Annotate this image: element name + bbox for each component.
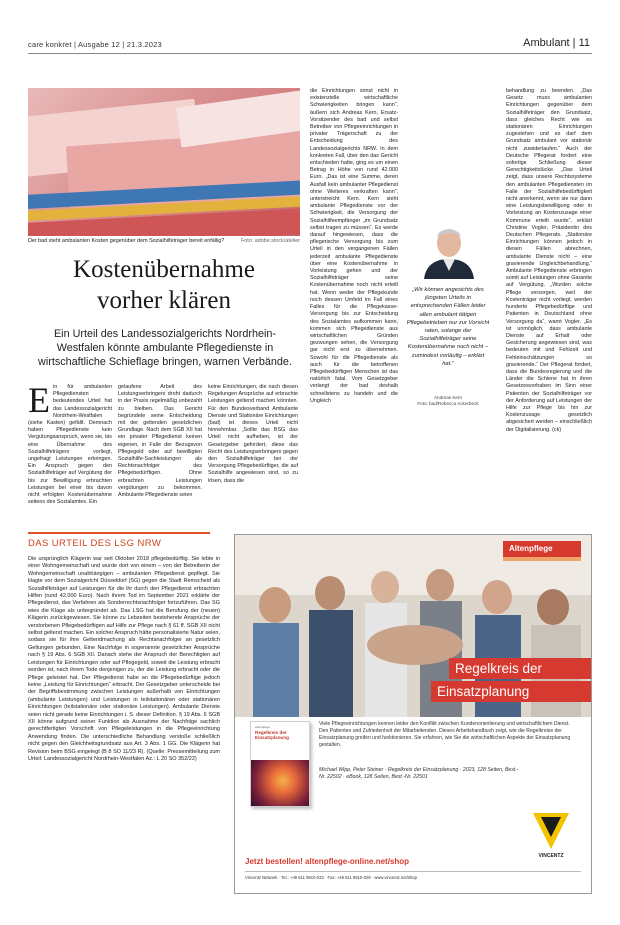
ad-banner-line1: Regelkreis der xyxy=(449,658,591,679)
header-left: care konkret | Ausgabe 12 | 21.3.2023 xyxy=(28,40,162,49)
headline-line1: Kostenübernahme xyxy=(73,256,255,283)
photo-caption xyxy=(28,238,300,244)
subhead: Ein Urteil des Landessozialgerichts Nordrhein-Westfalen könnte ambulante Pflegedienste in wirtschaftliche Schieflage bringen, warnen Verbände. xyxy=(38,328,292,368)
article-column-1 xyxy=(28,384,112,514)
photo-credit: Foto: adobe.stock/atelier xyxy=(240,238,300,244)
info-box-rule xyxy=(28,532,210,534)
headline-line2: vorher klären xyxy=(97,287,231,314)
book-cover-image xyxy=(251,760,309,806)
quote-portrait xyxy=(418,215,480,279)
book-title: Regelkreis der Einsatzplanung xyxy=(255,730,289,741)
article-column-4: die Einrichtungen sonst nicht in existenzielle wirtschaftliche Schwierigkeiten bringen kann“, äußern sich Andreas Kern, Ersatz-Vorsitzender des bad und selbst Betreiber von Pflegeeinrichtungen in privater Trägerschaft zu der Entscheidung des Landessozialgerichts NRW. In dem konkreten Fall, über den das Gericht entschieden hatte, ging es um einen Betrag in Höhe von rund 42.000 Euro. „Das ist eine Summe, deren Ausfall kein ambulanter Pflegedienst ohne Weiteres verkraften kann“, unterstreicht Kern. Kern sieht ambulante Pflegedienste vor der Schwierigkeit, die Versorgung der Sozialhilfeempfänger „im Grundsatz selbst tragen zu müssen“. Es werde darauf hingewiesen, dass die pflegerische Versorgung bis zum Urteil in den vergangenen Fällen jederzeit ambulante Pflegedienste über eine Kostenübernahme in Vorleistung gehen und der Sozialhilfeträger seine Kostenübernahme noch nicht erteilt hat. Wenn weder der Pflegekunde noch dessen Umfeld im Fall eines Falles für die Pflegekasse-Versorgung bis zur Entscheidung des Sozialamtes aufkommen kann, kommen sich Pflegedienste aus wirtschaftlichen Gründen gezwungen sehen, die Versorgung gar nicht erst zu übernehmen. Sowohl für die Pflegedienste als auch für die betroffenen Pflegebedürftigen Menschen ist das natürlich fatal. Vom Gesetzgeber verlangt der bad deshalb schnellstens zu handeln und die Ungleich xyxy=(310,88,398,404)
vincentz-logo-name: VINCENTZ xyxy=(538,853,564,859)
article-column-3: keine Einrichtungen, die nach diesen Regelungen Ansprüche auf erbrachte Leistungen geltend machen könnten. Für den Bundesverband Ambulante Dienste und Stationäre Einrichtungen (bad) ist dieses Urteil nicht hinnehmbar. „Sollte das BSG das Urteil nicht aufheben, ist der Gesetzgeber gefordert, diese das Recht des Leistungserbringers gegen den Sozialhilfeträger bei der Versorgung Pflegebedürftiger, die auf Sozialhilfe angewiesen sind, so zu lösen, dass die xyxy=(208,384,298,484)
quote-name: Andreas Kern xyxy=(433,395,463,400)
advertisement[interactable] xyxy=(234,534,592,894)
ad-order-info: Michael Wipp, Peter Steiner · Regelkreis der Einsatzplanung · 2023, 128 Seiten, Best.-Nr. 22502 · eBook, 128 Seiten, Best.-Nr. 22501 xyxy=(319,767,519,780)
quote-credit: Foto: bad/Rebecca Ackerbeck xyxy=(417,401,479,406)
article-column-2: gelaufene Arbeit des Leistungserbringers droht dadurch in der Praxis regelmäßig unbezahlt zu bleiben. Das Gericht begründete seine Entscheidung mit der geltenden gesetzlichen Grundlage. Nach dem SGB XII hat ein privater Pflegedienst keinen eigenen, in Falle der Bezugsvon Pflegegeld oder auf bewilligten Sozialhilfe-Sachleistungen als Rechtsnachfolger des Pflegebedürftigen. Ohne erbrachten Leistungen vergütungen zu bekommen. Ambulante Pflegedienste seien xyxy=(118,384,202,499)
book-top-label: Altenpflege xyxy=(255,725,271,729)
vincentz-logo xyxy=(531,809,571,855)
column-1-text: in für ambulanten Pflegediensten bedeutendes Urteil hat das Landessozialgericht Nordrhein-Westfalen (siehe Kasten) gefällt. Demnach haben Pflegedienste kein Vergütungsanspruch, wenn sie, bis eine Übernahme des Sozialhilfeträgers vorliegt, ungefragt Leistungen erbringen. Ein Anspruch gegen den Sozialhilfeträger auf Vergütung der bis zur Bewilligung erbrachten Leistungen bei einer bis davon nicht erfolgten Kostenübernahme seitens des Sozialamtes. Ein xyxy=(28,384,112,506)
pull-quote: „Wir können angesichts des jüngsten Urteils in entsprechenden Fällen leider allen ambulant tätigen Pflegebetrieben nur zur Vorsicht raten, solange der Sozialhilfeträger seine Kostenübernahme noch nicht – zumindest vorläufig – erklärt hat.“ xyxy=(406,287,490,367)
article-photo xyxy=(28,88,300,236)
ad-banner-line2: Einsatzplanung xyxy=(431,681,591,702)
quote-attribution xyxy=(406,395,490,407)
ad-badge: Altenpflege xyxy=(503,541,581,557)
dropcap: E xyxy=(28,384,50,420)
ad-footer: Vincentz Network · Tel.: +49 511 9910-033 · Fax: +49 511 9910-029 · www.vincentz.net/shop xyxy=(245,875,417,880)
ad-footer-rule xyxy=(245,871,581,872)
book-cover xyxy=(250,721,310,807)
article-column-6: behandlung zu beenden. „Das Gesetz muss ambulanten Einrichtungen gegenüber dem Sozialhilfeträger den Grundsatz, dass gleiches Recht wie es stationären Einrichtungen zugestehen und es darf dem Grundsatz ambulant vor stationär nicht zuwiderlaufen.“ Auch der Deutsche Pflegerat fordert eine sofortige Schließung dieser Gerechtigkeitslücke. „Das Urteil zeigt, dass unsere Rechtssysteme den ambulanten Pflegediensten im Falle der Sozialhilfebedürftigkeit nicht anerkennt, wenn sie nur dann eine Leistungsbewilligung oder in Vorleistung an Kostenzusage einer Kommune erteilt wurde“, erklärt Christine Vogler, Präsidentin des Deutschen Pflegerats. „Stationäre Einrichtungen können jedoch in diesen Fällen abrechnen, ambulante Dienste nicht – eine gravierende Ungleichbehandlung.“ Ambulante Pflegedienste erbringen somit auf Leistungen ohne Garantie auf Vergütung. „Wurden solche Pflege versorgen, weil der Kostenträger nicht vorliegt, werden hunderte Pflegebedürftige und Patienten in Deutschland ohne Versorgung da“, warnt Vogler. „Es ist unmöglich, dass ambulante Dienste auf Erhalt oder Gesicherung angewiesen sind, was bedeuten mit und Fehlzeit und Fehleinschätzungen so gravierende.“ Der Pflegerat fordert, dass die Bundesregierung und die Länder die Schiene hat in ihren Gesetzesvorhaben im Sinn einer Patienten der Sozialhilfeträger vor der Anforderung auf Leistungen der Hilfe zur Pflege bis hin zur Kostenzusage gesetzlich abgesichert werden – einschließlich der Digitalisierung. (ck) xyxy=(506,88,592,433)
header-right: Ambulant | 11 xyxy=(523,37,590,49)
caption-text: Der bad steht ambulanten Kosten gegenüber dem Sozialhilfeträger bereit enfällig? xyxy=(28,238,225,244)
info-box-title: DAS URTEIL DES LSG NRW xyxy=(28,538,162,549)
ad-cta-link[interactable]: Jetzt bestellen! altenpflege-online.net/shop xyxy=(245,857,410,866)
info-box-text: Die ursprünglich Klägerin war seit Oktober 2018 pflegebedürftig. Sie lebte in einer Wohngemeinschaft und wurde dort von einem – von der Betreiberin der Wohngemeinschaft unabhängigen – ambulanten Pflegedienst gepflegt. Sie klagte vor dem Sozialgericht Düsseldorf (SG) gegen die Stadt Remscheid als Sozialhilfeträger auf Leistungen für die ihr durch den Pflegedienst erbrachten Hilfen (rund 42.000 Euro). Nach ihrem Tod im September 2021 erklärte der Pflegedienst, das Verfahren als Sonderrechtsnachfolger fortzuführen. Das SG wies die Klage als unbegründet ab. Das LSG hat die Berufung der (neuen) Klägerin zurückgewiesen. Sie könne zu Lebzeiten bestehende Ansprüche der verstorbenen Pflegebedürftigen auf Hilfe zur Pflege nach § 61 ff. SGB XII nicht selbst geltend machen. Ein solcher Anspruch hätte personalisierte Natur seien, sodass sie für ihre Geltendmachung als Rechtsnachfolger an gesetzlich Geltungen gebunden. Eine Nachfolge in sogenannte gesetzlicher Ansprüche nach § 19 Abs. 6 SGB XII. Danach stehe der Anspruch der Berechtigten auf Leistungen für Einrichtungen oder auf Pflegegeld, soweit die Leistung erbracht worden ist, nach ihrem Tode denjenigen zu, der die Leistung erbracht oder die Pflege geleistet hat. Der Pflegedienst habe an die Pflegebedürftige jedoch keine „Leistung für Einrichtungen“ erbracht. Der Gesetzgeber unterscheide bei der Begriffsbestimmung zwischen Leistungen außerhalb von Einrichtungen (ambulante Leistungen) und Leistungen in teilstationären oder stationären Einrichtungen (teilstationäre oder stationäre Leistungen). Ambulante Dienste seien nicht gerade keine Einrichtungen i. S. dieser Definition. § 19 Abs. 6 SGB XII könne aufgrund seiner Funktion als Ausnahme der Nachfolge sachlich gerechtfertigten Vorschrift von Pflegeleistungen in die Pflegeeinrichtung Anwendung finden. Die unterschiedliche Behandlung verstoße schließlich nicht gegen den Gleichheitsgrundsatz aus Art. 3 Abs. 1 GG. Die Klägerin hat Revision beim BSG eingelegt (B 8 SO 11/23 R). (Quelle: Pressemitteilung zum Urteil: Landessozialgericht Nordrhein-Westfalen Az.: L 20 SO 352/22) xyxy=(28,556,220,762)
headline xyxy=(28,254,300,316)
header-rule xyxy=(28,53,592,54)
ad-description: Viele Pflegeeinrichtungen kennen leider den Konflikt zwischen Kundenorientierung und wirtschaftlichem Dienst. Den Patienten und Zufriedenheit der Mitarbeitenden. Dieses Arbeitshandbuch zeigt, wie die Regelkreise der Einsatzplanung greifen und funktionieren. Sie erfahren, wie Sie die wirtschaftlichen Aspekte der Einsatzplanung gestalten. xyxy=(319,721,571,748)
